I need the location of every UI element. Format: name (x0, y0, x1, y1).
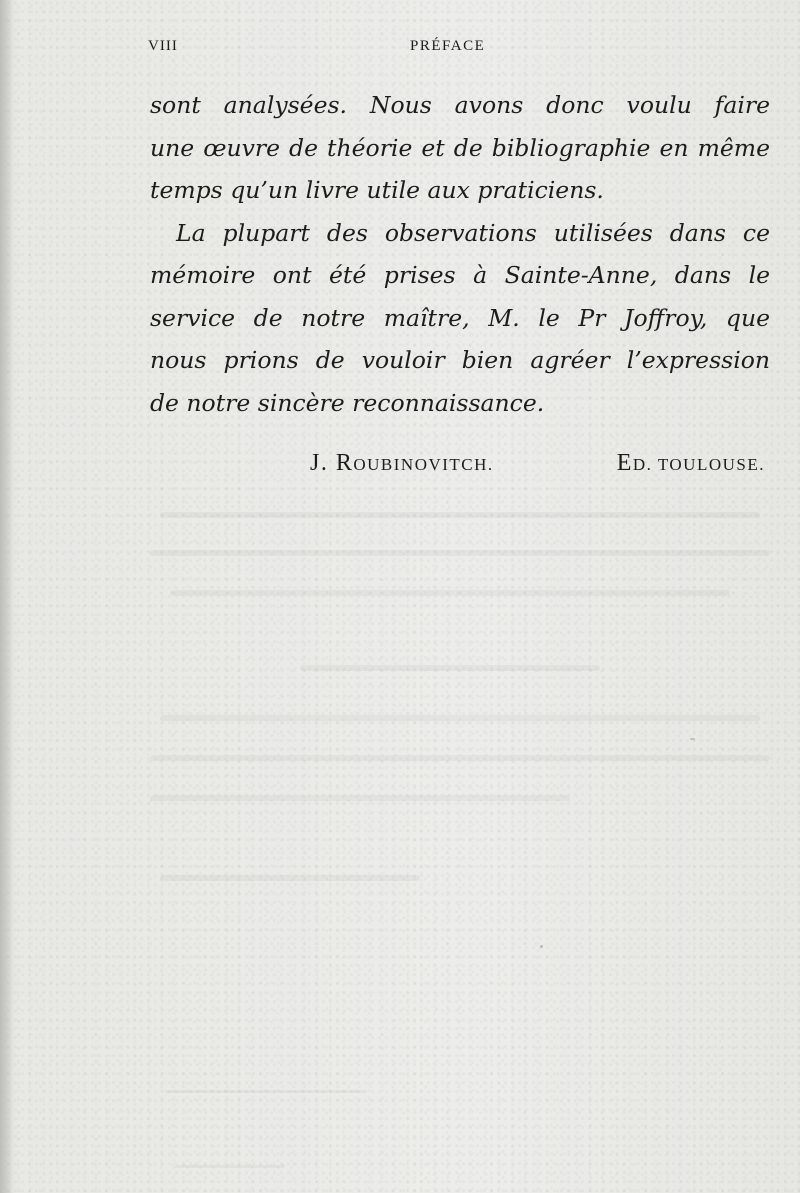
text-line: de notre sincère reconnaissance. (150, 388, 545, 417)
paper-speck (690, 738, 695, 740)
text-line: une œuvre de théorie et de bibliographie en même (150, 133, 770, 162)
gutter-shadow (0, 0, 14, 1193)
body-text (150, 84, 770, 424)
running-head (148, 38, 768, 60)
running-title: PRÉFACE (410, 38, 486, 54)
show-through (150, 795, 570, 801)
show-through (160, 715, 760, 721)
paper-speck (540, 945, 543, 948)
show-through (150, 550, 770, 556)
show-through (165, 1090, 365, 1093)
show-through (150, 755, 770, 761)
signature-mid: D. T (632, 455, 670, 474)
signature-initial: E (616, 450, 633, 476)
signature-roubinovitch (310, 450, 494, 477)
signature-toulouse (617, 450, 765, 477)
text-line: mémoire ont été prises à Sainte-Anne, dans le (150, 261, 770, 289)
show-through (160, 875, 420, 881)
show-through (160, 512, 760, 518)
signature-rest: OULOUSE. (669, 455, 765, 474)
text-line: sont analysées. Nous avons donc voulu faire (150, 91, 770, 119)
text-line: temps qu’un livre utile aux praticiens. (150, 176, 604, 204)
show-through (175, 1165, 285, 1168)
signature-rest: OUBINOVITCH. (353, 455, 494, 474)
signature-initial: J. R (310, 450, 354, 476)
signatures (310, 450, 765, 484)
text-line: La plupart des observations utilisées dans ce (176, 218, 770, 247)
text-line: service de notre maître, M. le Pr Joffroy, que (150, 303, 770, 332)
show-through (300, 665, 600, 671)
show-through (170, 590, 730, 596)
page-number: VIII (148, 38, 178, 54)
text-line: nous prions de vouloir bien agréer l’expression (150, 346, 770, 374)
